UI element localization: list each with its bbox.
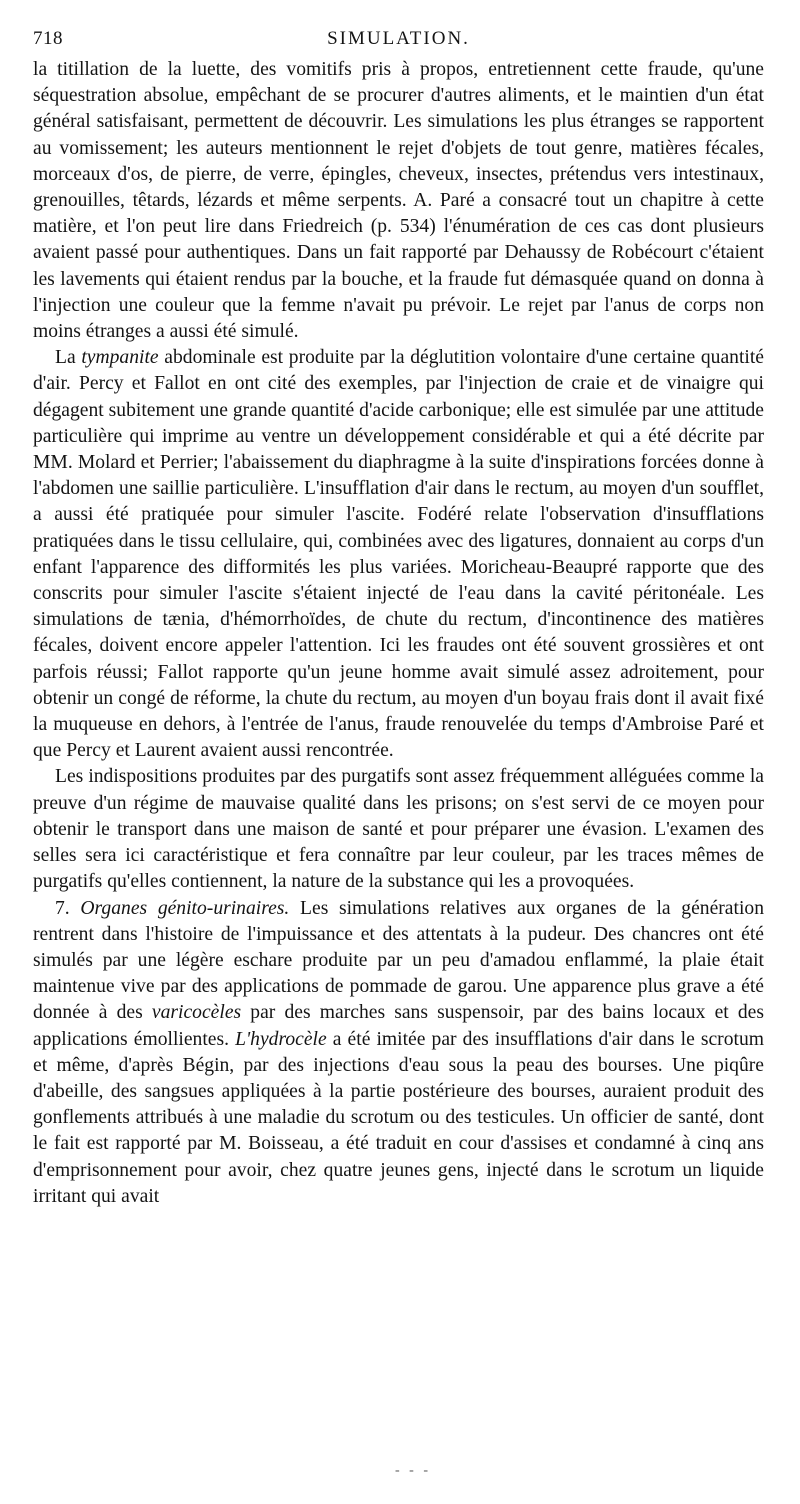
paragraph xyxy=(33,764,764,895)
running-head: SIMULATION. xyxy=(327,28,470,49)
italic-term: Organes génito-urinaires. xyxy=(80,897,290,919)
italic-term: tympanite xyxy=(81,347,159,369)
text-run: par des marches sans suspensoir, par des bains locaux et des applications émollientes. xyxy=(33,1002,765,1050)
paragraph xyxy=(33,345,764,764)
text-run: 7. xyxy=(55,897,81,919)
text-run: abdominale est produite par la déglutition volontaire d'une certaine quantité d'air. Percy et Fallot en ont cité des exemples, par l'injection de craie et de vinaigre qui dégagent subitement une grande quantité d'acide carbonique; elle est simulée par une attitude particulière qui imprime au ventre un développement considérable et qui a été décrite par MM. Molard et Perrier; l'abaissement du diaphragme à la suite d'inspirations forcées donne à l'abdomen une saillie particulière. L'insufflation d'air dans le rectum, au moyen d'un soufflet, a aussi été pratiquée pour simuler l'ascite. Fodéré relate l'observation d'insufflations pratiquées dans le tissu cellulaire, qui, combinées avec des ligatures, donnaient au corps d'un enfant l'apparence des difformités les plus variées. Moricheau-Beaupré rapporte que des conscrits pour simuler l'ascite s'étaient injecté de l'eau dans la cavité péritonéale. Les simulations de tænia, d'hémorrhoïdes, de chute du rectum, d'incontinence des matières fécales, doivent encore appeler l'attention. Ici les fraudes ont été souvent grossières et ont parfois réussi; Fallot rapporte qu'un jeune homme avait simulé assez adroitement, pour obtenir un congé de réforme, la chute du rectum, au moyen d'un boyau frais dont il avait fixé la muqueuse en dehors, à l'entrée de l'anus, fraude renouvelée du temps d'Ambroise Paré et que Percy et Laurent avaient aussi rencontrée. xyxy=(33,347,764,762)
italic-term: varicocèles xyxy=(151,1002,242,1024)
page-bottom-mark: - - - xyxy=(395,1463,431,1478)
text-run: Les simulations relatives aux organes de la génération rentrent dans l'histoire de l'impuissance et des attentats à la pudeur. Des chancres ont été simulés par une légère eschare produite par un peu d'amadou enflammé, la plaie était maintenue vive par des applications de pommade de garou. Une apparence plus grave a été donnée à des xyxy=(33,897,764,1024)
text-run: La xyxy=(55,347,82,369)
paragraph xyxy=(33,896,764,1210)
text-run: Les indispositions produites par des purgatifs sont assez fréquemment alléguées comme la preuve d'un régime de mauvaise qualité dans les prisons; on s'est servi de ce moyen pour obtenir le transport dans une maison de santé et pour préparer une évasion. L'examen des selles sera ici caractéristique et fera connaître par leur couleur, par les traces mêmes de purgatifs qu'elles contiennent, la nature de la substance qui les a provoquées. xyxy=(33,766,764,893)
page-header xyxy=(33,28,764,54)
page-number: 718 xyxy=(33,28,63,49)
italic-term: L'hydrocèle xyxy=(235,1028,327,1050)
text-run: la titillation de la luette, des vomitifs pris à propos, entretiennent cette fraude, qu'une séquestration absolue, empêchant de se procurer d'autres aliments, et le maintien d'un état général satisfaisant, permettent de découvrir. Les simulations les plus étranges se rapportent au vomissement; les auteurs mentionnent le rejet d'objets de tout genre, matières fécales, morceaux d'os, de pierre, de verre, épingles, cheveux, insectes, prétendus vers intestinaux, grenouilles, têtards, lézards et même serpents. A. Paré a consacré tout un chapitre à cette matière, et l'on peut lire dans Friedreich (p. 534) l'énumération de ces cas dont plusieurs avaient passé pour authentiques. Dans un fait rapporté par Dehaussy de Robécourt c'étaient les lavements qui étaient rendus par la bouche, et la fraude fut démasquée quand on donna à l'injection une couleur que la femme n'avait pu prévoir. Le rejet par l'anus de corps non moins étranges a aussi été simulé. xyxy=(33,59,764,343)
body-text xyxy=(33,57,764,1210)
paragraph xyxy=(33,57,764,345)
text-run: a été imitée par des insufflations d'air dans le scrotum et même, d'après Bégin, par des injections d'eau sous la peau des bourses. Une piqûre d'abeille, des sangsues appliquées à la partie postérieure des bourses, auraient produit des gonflements attribués à une maladie du scrotum ou des testicules. Un officier de santé, dont le fait est rapporté par M. Boisseau, a été traduit en cour d'assises et condamné à cinq ans d'emprisonnement pour avoir, chez quatre jeunes gens, injecté dans le scrotum un liquide irritant qui avait xyxy=(33,1028,764,1207)
book-page xyxy=(33,28,764,1210)
